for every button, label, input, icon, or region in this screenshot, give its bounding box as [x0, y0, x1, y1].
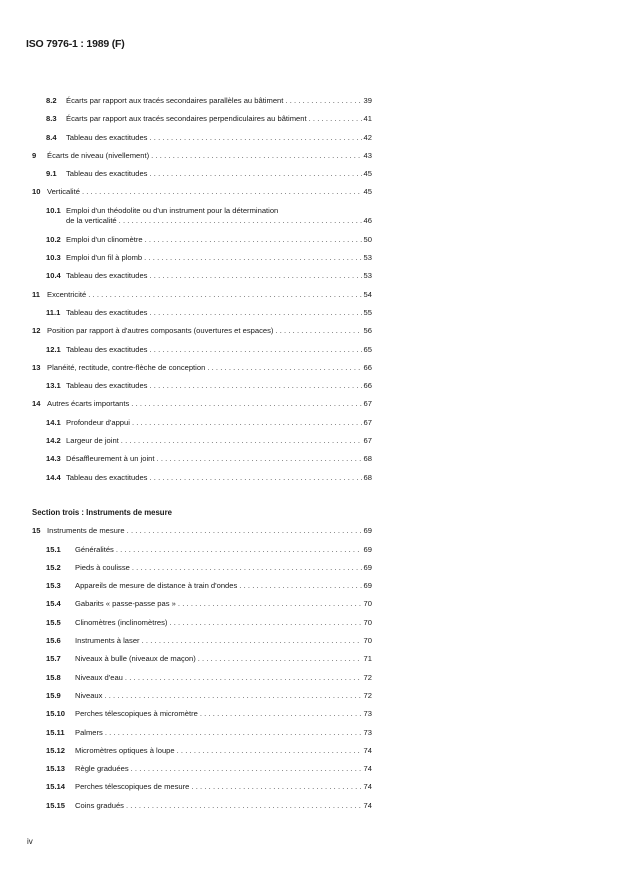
entry-title[interactable]: Verticalité — [47, 187, 80, 197]
entry-number: 15.10 — [46, 709, 66, 719]
toc-entry — [0, 167, 620, 185]
entry-title[interactable]: Excentricité — [47, 289, 87, 299]
entry-title[interactable]: Micromètres optiques à loupe — [75, 745, 175, 755]
toc-entry — [0, 543, 620, 561]
toc-entry — [0, 652, 620, 670]
toc-entry — [0, 780, 620, 798]
entry-number: 15.4 — [46, 599, 61, 609]
entry-page: 73 — [363, 727, 372, 737]
toc-entry — [0, 452, 620, 470]
entry-number: 14.3 — [46, 454, 61, 464]
dot-leader — [145, 233, 362, 247]
entry-title[interactable]: Autres écarts importants — [47, 399, 130, 409]
entry-number: 14.1 — [46, 417, 61, 427]
entry-title[interactable]: Règle graduées — [75, 764, 129, 774]
toc-entry — [0, 185, 620, 203]
entry-number: 8.3 — [46, 114, 57, 124]
dot-leader — [82, 185, 362, 199]
entry-page: 69 — [363, 581, 372, 591]
entry-number: 13 — [32, 362, 41, 372]
entry-number: 15.2 — [46, 562, 61, 572]
dot-leader — [149, 306, 362, 320]
entry-number: 10.4 — [46, 271, 61, 281]
entry-title[interactable]: Appareils de mesure de distance à train d'ondes — [75, 581, 238, 591]
entry-page: 56 — [363, 326, 372, 336]
entry-title[interactable]: Écarts de niveau (nivellement) — [47, 150, 150, 160]
toc-entry — [0, 251, 620, 269]
dot-leader — [144, 251, 362, 265]
table-of-contents — [0, 94, 620, 817]
entry-title[interactable]: Emploi d'un clinomètre — [66, 234, 143, 244]
entry-page: 54 — [363, 289, 372, 299]
entry-number: 15.6 — [46, 636, 61, 646]
entry-title[interactable]: Profondeur d'appui — [66, 417, 130, 427]
entry-title[interactable]: Instruments à laser — [75, 636, 140, 646]
entry-number: 14.2 — [46, 436, 61, 446]
toc-entry — [0, 288, 620, 306]
entry-title[interactable]: Désaffleurement à un joint — [66, 454, 155, 464]
dot-leader — [157, 452, 362, 466]
entry-page: 39 — [363, 96, 372, 105]
entry-page: 45 — [363, 187, 372, 197]
entry-title[interactable]: Coins gradués — [75, 800, 124, 810]
dot-leader — [178, 597, 362, 611]
toc-entry — [0, 471, 620, 489]
toc-entry — [0, 634, 620, 652]
toc-entry — [0, 306, 620, 324]
entry-page: 68 — [363, 472, 372, 482]
toc-entry — [0, 131, 620, 149]
entry-title[interactable]: Écarts par rapport aux tracés secondaires perpendiculaires au bâtiment — [66, 114, 307, 124]
entry-page: 68 — [363, 454, 372, 464]
entry-page: 69 — [363, 526, 372, 536]
entry-number: 14 — [32, 399, 41, 409]
entry-page: 70 — [363, 636, 372, 646]
entry-title[interactable]: Pieds à coulisse — [75, 562, 130, 572]
entry-page: 70 — [363, 599, 372, 609]
dot-leader — [131, 397, 362, 411]
entry-page: 46 — [363, 215, 372, 225]
dot-leader — [177, 744, 362, 758]
dot-leader — [105, 726, 362, 740]
entry-page: 45 — [363, 169, 372, 179]
entry-title[interactable]: Perches télescopiques à micromètre — [75, 709, 198, 719]
toc-entry — [0, 204, 620, 233]
entry-title[interactable]: Largeur de joint — [66, 436, 119, 446]
toc-entry — [0, 616, 620, 634]
entry-title[interactable]: Niveaux d'eau — [75, 672, 123, 682]
dot-leader — [142, 634, 362, 648]
toc-entry — [0, 94, 620, 112]
entry-page: 66 — [363, 381, 372, 391]
entry-number: 15.11 — [46, 727, 65, 737]
dot-leader — [200, 707, 362, 721]
toc-entry — [0, 149, 620, 167]
toc-entry — [0, 744, 620, 762]
entry-title[interactable]: Niveaux à bulle (niveaux de maçon) — [75, 654, 196, 664]
toc-entry — [0, 379, 620, 397]
dot-leader — [198, 652, 362, 666]
entry-page: 70 — [363, 617, 372, 627]
entry-page: 53 — [363, 271, 372, 281]
entry-number: 11 — [32, 289, 41, 299]
entry-page: 42 — [363, 132, 372, 142]
toc-entry — [0, 434, 620, 452]
toc-entry — [0, 324, 620, 342]
document-header: ISO 7976-1 : 1989 (F) — [26, 38, 125, 50]
dot-leader — [131, 762, 362, 776]
entry-number: 12.1 — [46, 344, 61, 354]
toc-entry — [0, 799, 620, 817]
entry-number: 9 — [32, 150, 37, 160]
toc-entry — [0, 416, 620, 434]
entry-page: 55 — [363, 307, 372, 317]
entry-title[interactable]: Emploi d'un fil à plomb — [66, 253, 143, 263]
entry-number: 8.2 — [46, 96, 57, 105]
entry-number: 12 — [32, 326, 41, 336]
dot-leader — [309, 112, 362, 126]
entry-title[interactable]: Instruments de mesure — [47, 526, 125, 536]
dot-leader — [125, 671, 362, 685]
dot-leader — [149, 379, 362, 393]
entry-number: 11.1 — [46, 307, 61, 317]
entry-page: 74 — [363, 800, 372, 810]
entry-page: 74 — [363, 764, 372, 774]
section-heading — [0, 506, 620, 524]
toc-entry — [0, 671, 620, 689]
entry-title-line1: Emploi d'un théodolite ou d'un instrument pour la détermination — [66, 205, 279, 215]
dot-leader — [127, 524, 362, 538]
entry-number: 15.13 — [46, 764, 66, 774]
entry-number: 15.12 — [46, 745, 66, 755]
dot-leader — [126, 799, 362, 813]
entry-title[interactable]: de la verticalité — [66, 215, 117, 225]
entry-number: 15.5 — [46, 617, 61, 627]
entry-number: 10.2 — [46, 234, 61, 244]
dot-leader — [149, 167, 362, 181]
entry-number: 15.3 — [46, 581, 61, 591]
entry-page: 66 — [363, 362, 372, 372]
entry-number: 15.7 — [46, 654, 61, 664]
entry-number: 15.8 — [46, 672, 61, 682]
entry-title[interactable]: Position par rapport à d'autres composants (ouvertures et espaces) — [47, 326, 274, 336]
toc-entry — [0, 269, 620, 287]
entry-number: 10.1 — [46, 205, 61, 215]
dot-leader — [149, 131, 362, 145]
toc-entry — [0, 689, 620, 707]
entry-title[interactable]: Gabarits « passe-passe pas » — [75, 599, 176, 609]
dot-leader — [239, 579, 362, 593]
entry-page: 72 — [363, 672, 372, 682]
dot-leader — [132, 416, 362, 430]
entry-title[interactable]: Niveaux — [75, 690, 103, 700]
entry-page: 69 — [363, 544, 372, 554]
entry-title[interactable]: Clinomètres (inclinomètres) — [75, 617, 168, 627]
entry-page: 67 — [363, 399, 372, 409]
dot-leader — [132, 561, 362, 575]
entry-title[interactable]: Généralités — [75, 544, 114, 554]
dot-leader — [191, 780, 362, 794]
toc-entry — [0, 726, 620, 744]
dot-leader — [169, 616, 362, 630]
entry-page: 73 — [363, 709, 372, 719]
toc-entry — [0, 524, 620, 542]
dot-leader — [104, 689, 362, 703]
toc-entry — [0, 112, 620, 130]
entry-page: 43 — [363, 150, 372, 160]
toc-entry — [0, 233, 620, 251]
entry-title[interactable]: Écarts par rapport aux tracés secondaires parallèles au bâtiment — [66, 96, 284, 105]
dot-leader — [116, 543, 362, 557]
entry-page: 71 — [363, 654, 372, 664]
dot-leader — [88, 288, 362, 302]
toc-entry — [0, 561, 620, 579]
entry-title[interactable]: Tableau des exactitudes — [66, 169, 148, 179]
entry-title[interactable]: Tableau des exactitudes — [66, 344, 148, 354]
entry-title[interactable]: Planéité, rectitude, contre-flèche de conception — [47, 362, 206, 372]
page-number: iv — [27, 837, 33, 846]
entry-page: 53 — [363, 253, 372, 263]
entry-page: 65 — [363, 344, 372, 354]
entry-page: 74 — [363, 745, 372, 755]
entry-page: 50 — [363, 234, 372, 244]
entry-title[interactable]: Perches télescopiques de mesure — [75, 782, 190, 792]
entry-page: 72 — [363, 690, 372, 700]
toc-entry — [0, 597, 620, 615]
entry-title[interactable]: Tableau des exactitudes — [66, 472, 148, 482]
entry-title[interactable]: Tableau des exactitudes — [66, 271, 148, 281]
dot-leader — [275, 324, 362, 338]
toc-entry — [0, 361, 620, 379]
entry-number: 15.1 — [46, 544, 61, 554]
entry-number: 9.1 — [46, 169, 57, 179]
toc-entry — [0, 343, 620, 361]
entry-number: 14.4 — [46, 472, 61, 482]
entry-page: 69 — [363, 562, 372, 572]
entry-title[interactable]: Tableau des exactitudes — [66, 132, 148, 142]
entry-number: 10 — [32, 187, 41, 197]
dot-leader — [149, 471, 362, 485]
entry-number: 15.14 — [46, 782, 66, 792]
entry-page: 41 — [363, 114, 372, 124]
entry-number: 15.15 — [46, 800, 66, 810]
entry-number: 15.9 — [46, 690, 61, 700]
toc-entry — [0, 579, 620, 597]
toc-entry — [0, 707, 620, 725]
dot-leader — [149, 343, 362, 357]
entry-number: 13.1 — [46, 381, 61, 391]
dot-leader — [151, 149, 362, 163]
entry-title[interactable]: Palmers — [75, 727, 103, 737]
dot-leader — [285, 94, 362, 108]
dot-leader — [207, 361, 362, 375]
dot-leader — [119, 214, 362, 228]
entry-number: 10.3 — [46, 253, 61, 263]
dot-leader — [121, 434, 362, 448]
entry-number: 8.4 — [46, 132, 57, 142]
entry-title[interactable]: Tableau des exactitudes — [66, 307, 148, 317]
entry-number: 15 — [32, 526, 41, 536]
toc-entry — [0, 397, 620, 415]
entry-page: 67 — [363, 436, 372, 446]
section-title: Section trois : Instruments de mesure — [32, 507, 172, 517]
entry-title[interactable]: Tableau des exactitudes — [66, 381, 148, 391]
entry-page: 67 — [363, 417, 372, 427]
dot-leader — [149, 269, 362, 283]
entry-page: 74 — [363, 782, 372, 792]
toc-entry — [0, 762, 620, 780]
